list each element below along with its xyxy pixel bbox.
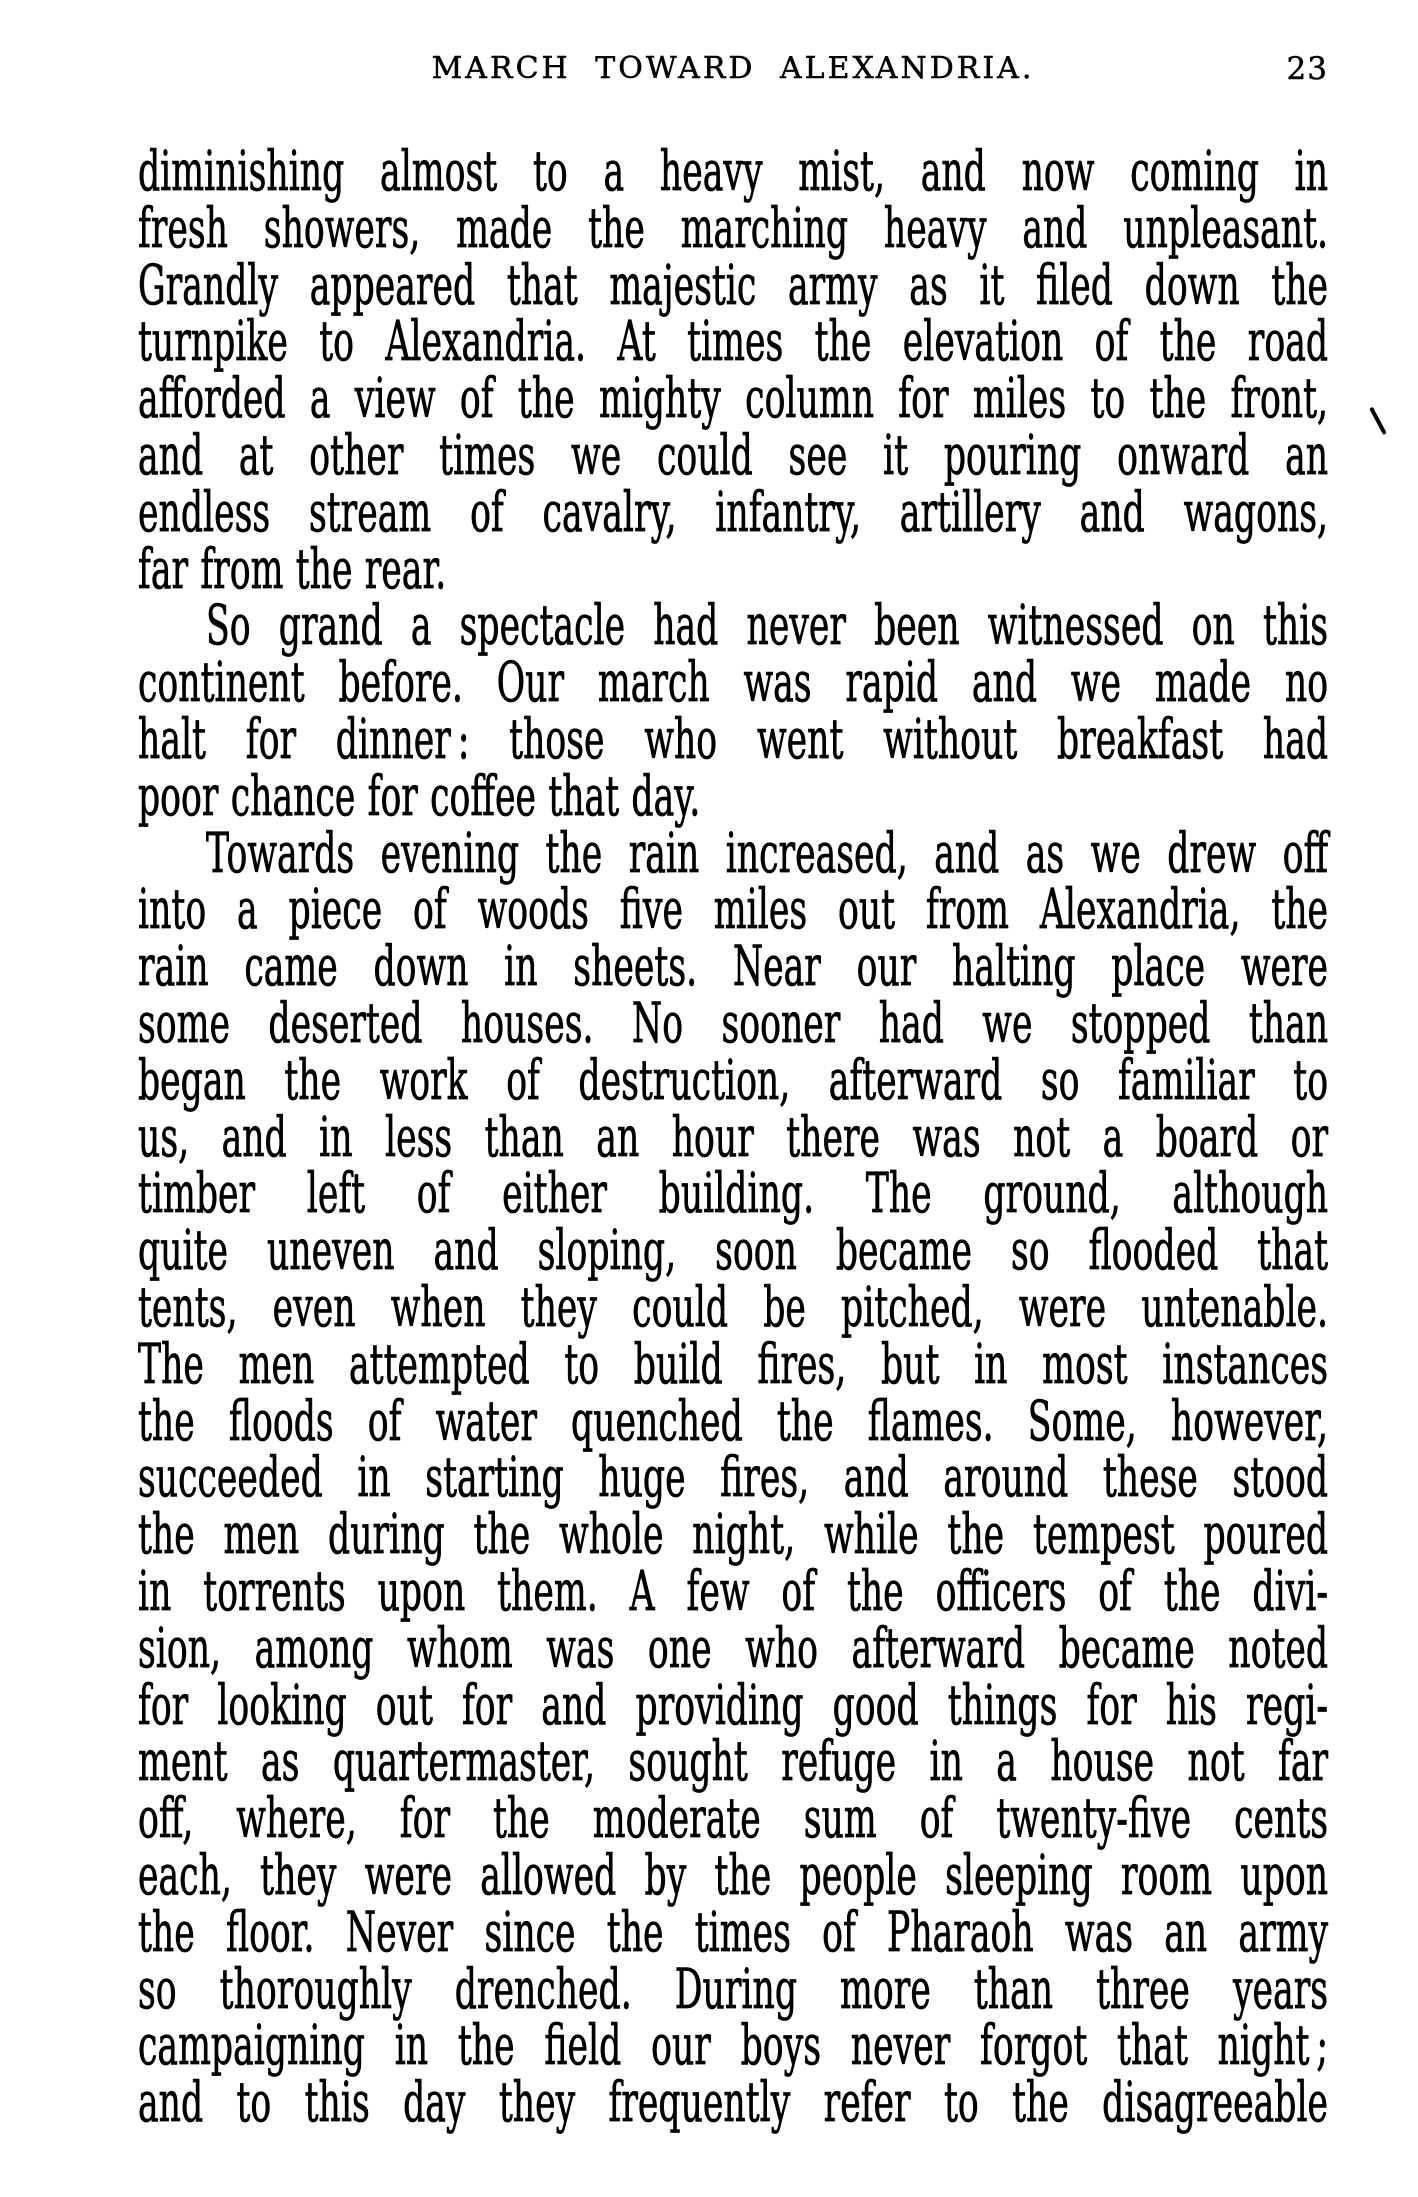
text-line: Grandly appeared that majestic army as it filed down the [138, 252, 1329, 317]
text-line: and at other times we could see it pouring onward an [138, 422, 1329, 487]
text-line: and to this day they frequently refer to the disagreeable [138, 2070, 1329, 2135]
text-line: diminishing almost to a heavy mist, and now coming in [138, 139, 1329, 203]
text-line: rain came down in sheets. Near our halting place were [138, 934, 1329, 999]
page-header [138, 50, 1328, 88]
text-line: tents, even when they could be pitched, were untenable. [138, 1274, 1329, 1339]
text-line: So grand a spectacle had never been witnessed on this [206, 593, 1329, 658]
text-line: Towards evening the rain increased, and as we drew off [206, 820, 1329, 885]
scan-artifact-mark [1369, 407, 1386, 435]
text-line: halt for dinner : those who went without breakfast had [138, 706, 1329, 771]
text-line: far from the rear. [138, 536, 447, 601]
text-line: afforded a view of the mighty column for miles to the front, [138, 366, 1329, 431]
text-line: quite uneven and sloping, soon became so flooded that [138, 1218, 1329, 1283]
text-line: in torrents upon them. A few of the officers of the divi- [138, 1558, 1329, 1623]
text-line: turnpike to Alexandria. At times the elevation of the road [138, 309, 1329, 374]
text-line: The men attempted to build fires, but in most instances [138, 1331, 1329, 1396]
text-line: poor chance for coffee that day. [138, 763, 701, 828]
text-line: succeeded in starting huge fires, and around these stood [138, 1445, 1329, 1510]
body-text [138, 139, 1329, 2135]
running-title: MARCH TOWARD ALEXANDRIA. [431, 51, 1035, 86]
text-line: us, and in less than an hour there was not a board or [138, 1104, 1329, 1169]
text-line: began the work of destruction, afterward so familiar to [138, 1047, 1329, 1112]
text-line: campaigning in the field our boys never forgot that night ; [138, 2013, 1329, 2078]
text-line: the floods of water quenched the flames. Some, however, [138, 1388, 1329, 1453]
page-number: 23 [1286, 51, 1328, 87]
text-line: the floor. Never since the times of Pharaoh was an army [138, 1899, 1329, 1964]
text-line: sion, among whom was one who afterward became noted [138, 1615, 1329, 1680]
text-line: timber left of either building. The ground, although [138, 1161, 1329, 1226]
text-line: continent before. Our march was rapid and we made no [138, 650, 1329, 715]
text-line: some deserted houses. No sooner had we stopped than [138, 990, 1329, 1055]
text-line: endless stream of cavalry, infantry, artillery and wagons, [138, 479, 1329, 544]
text-line: the men during the whole night, while the tempest poured [138, 1502, 1329, 1567]
text-line: ment as quartermaster, sought refuge in a house not far [138, 1729, 1329, 1794]
text-line: fresh showers, made the marching heavy and unpleasant. [138, 195, 1329, 260]
text-line: off, where, for the moderate sum of twenty-five cents [138, 1786, 1329, 1851]
text-line: for looking out for and providing good things for his regi- [138, 1672, 1329, 1737]
text-line: each, they were allowed by the people sleeping room upon [138, 1842, 1329, 1907]
text-line: so thoroughly drenched. During more than three years [138, 1956, 1329, 2021]
text-line: into a piece of woods five miles out from Alexandria, the [138, 877, 1329, 942]
